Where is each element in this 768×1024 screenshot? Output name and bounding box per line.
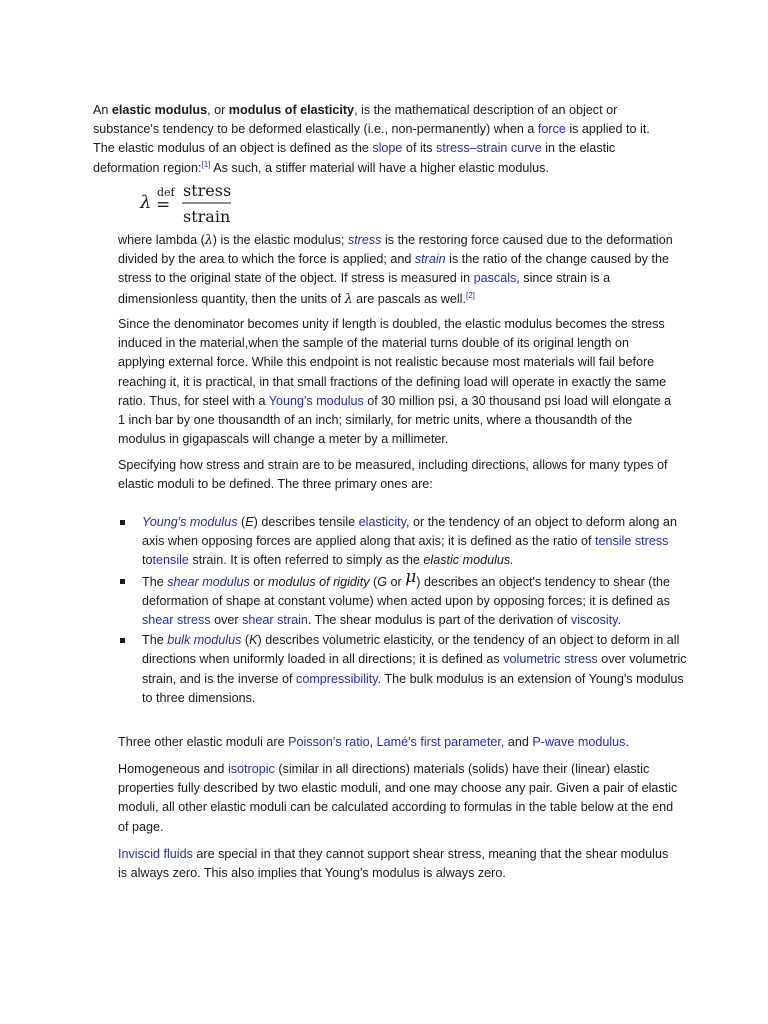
text-span: As such, a stiffer material will have a higher elastic modulus. (210, 160, 549, 175)
term-modulus-of-elasticity: modulus of elasticity (228, 103, 355, 117)
list-item-bulk-modulus (118, 631, 688, 708)
symbol-e: E (245, 515, 254, 529)
term-elastic-modulus: elastic modulus (111, 103, 208, 117)
link-shear-modulus[interactable]: shear modulus (167, 574, 250, 589)
link-pascals[interactable]: pascals (473, 271, 517, 286)
text-span: Since the denominator becomes unity if length is doubled, the elastic modulus becomes the stress induced in the material,when the sample of the material turns double of its original length on applying external force. While this endpoint is not realistic because most materials will fail before reaching it, it is practical, in that small fractions of the defining load will operate in exactly the same ratio. Thus, for steel with a (118, 317, 667, 408)
formula-lambda: λ (140, 192, 152, 213)
reference-1-link[interactable]: [1] (201, 159, 211, 169)
text-span: Three other elastic moduli are (118, 735, 289, 749)
link-isotropic[interactable]: isotropic (227, 762, 275, 776)
text-span: The (142, 633, 168, 648)
text-span: or (249, 574, 269, 589)
formula-numerator: stress (183, 181, 232, 200)
intro-paragraph (93, 101, 653, 178)
text-span: ) describes an object's tendency to shear (the deformation of shape at constant volume) when acted upon by opposing forces; it is defined as (142, 574, 671, 608)
link-bulk-modulus[interactable]: bulk modulus (167, 633, 242, 648)
text-span: ( (369, 574, 378, 589)
link-strain[interactable]: strain (414, 252, 446, 267)
text-span: are special in that they cannot support shear stress, meaning that the shear modulus is always zero. This also implies that Young's modulus is always zero. (118, 847, 669, 881)
text-span: to (142, 553, 153, 568)
specifying-paragraph (118, 456, 678, 494)
formula-svg (138, 178, 338, 230)
three-other-moduli-paragraph (118, 733, 678, 752)
formula-equals: = (156, 195, 171, 215)
bullet-icon (120, 520, 125, 525)
text-span: strain. It is often referred to simply as the (188, 553, 424, 568)
text-span: An (93, 103, 112, 117)
link-slope[interactable]: slope (372, 141, 403, 156)
text-span: , or the tendency of an object to deform along an axis when opposing forces are applied along that axis; it is defined as the ratio of (142, 515, 677, 549)
text-span: . The bulk modulus is an extension of Young's modulus to three dimensions. (142, 671, 684, 705)
symbol-k: K (249, 633, 258, 648)
link-force[interactable]: force (537, 122, 566, 137)
list-item-youngs-modulus (118, 513, 688, 571)
link-tensile-stress[interactable]: tensile stress (594, 534, 669, 549)
text-span: in the elastic deformation region: (93, 141, 616, 175)
text-span: are pascals as well. (352, 291, 466, 306)
modulus-formula (138, 178, 338, 230)
text-span: . (625, 735, 629, 749)
link-shear-strain[interactable]: shear strain (242, 613, 308, 628)
text-span: , since strain is a dimensionless quantity, then the units of (118, 271, 611, 306)
text-span: is the restoring force caused due to the deformation divided by the area to which the force is applied; and (118, 233, 673, 267)
lambda-symbol: λ (344, 290, 353, 306)
text-span: , is the mathematical description of an object or substance's tendency to be deformed elastically (i.e., non-permanently) when a (93, 103, 618, 137)
text-span: The (142, 574, 168, 589)
text-span: over (210, 613, 243, 628)
text-span: is the ratio of the change caused by the stress to the original state of the object. If stress is measured in (118, 252, 669, 286)
list-item-shear-modulus (118, 566, 688, 631)
primary-moduli-list (118, 513, 688, 708)
link-lames-first-parameter[interactable]: Lamé's first parameter (376, 735, 501, 749)
reference-2-link[interactable]: [2] (465, 290, 475, 300)
link-poissons-ratio[interactable]: Poisson's ratio (288, 735, 370, 749)
bullet-icon (120, 579, 125, 584)
text-span: ) describes volumetric elasticity, or the tendency of an object to deform in all directions when uniformly loaded in all directions; it is defined as (142, 633, 680, 667)
text-span: Homogeneous and (118, 762, 228, 776)
link-youngs-modulus[interactable]: Young's modulus (268, 393, 364, 408)
text-span: (similar in all directions) materials (solids) have their (linear) elastic properties fully described by two elastic moduli, and one may choose any pair. Given a pair of elastic moduli, all other elastic moduli can be calculated according to formulas in the table below at the end of page. (118, 762, 678, 834)
link-viscosity[interactable]: viscosity (570, 613, 618, 628)
link-youngs-modulus-item[interactable]: Young's modulus (142, 515, 238, 529)
lambda-symbol: λ (204, 232, 213, 247)
text-span: ) describes tensile (253, 515, 359, 529)
text-span: . The shear modulus is part of the derivation of (307, 613, 571, 628)
italic-modulus-of-rigidity: modulus of rigidity (268, 574, 370, 589)
formula-def: def (157, 186, 175, 199)
link-inviscid-fluids[interactable]: Inviscid fluids (118, 847, 193, 861)
inviscid-paragraph (118, 845, 678, 883)
link-elasticity[interactable]: elasticity (358, 515, 406, 529)
bullet-icon (120, 638, 125, 643)
symbol-g: G (377, 574, 388, 589)
link-tensile[interactable]: tensile (152, 553, 189, 568)
text-span: ( (237, 515, 246, 529)
text-span: ) is the elastic modulus; (212, 233, 348, 247)
link-stress-strain-curve[interactable]: stress–strain curve (436, 141, 542, 156)
text-span: of its (402, 141, 437, 156)
text-span: or (387, 574, 406, 589)
text-span: ( (241, 633, 250, 648)
text-span: is applied to it. The elastic modulus of an object is defined as the (93, 122, 650, 156)
text-span: , or (207, 103, 229, 117)
text-span: where lambda ( (118, 233, 205, 247)
text-span: over volumetric strain, and is the inverse of (142, 652, 687, 686)
link-stress[interactable]: stress (347, 233, 382, 247)
link-p-wave-modulus[interactable]: P-wave modulus (532, 735, 626, 749)
formula-denominator: strain (183, 207, 231, 226)
symbol-mu: μ (405, 566, 417, 587)
text-span: Specifying how stress and strain are to be measured, including directions, allows for many types of elastic moduli to be defined. The three primary ones are: (118, 458, 668, 492)
link-volumetric-stress[interactable]: volumetric stress (503, 652, 598, 667)
italic-elastic-modulus: elastic modulus. (423, 553, 514, 568)
link-shear-stress[interactable]: shear stress (142, 613, 211, 628)
link-compressibility[interactable]: compressibility (296, 671, 378, 686)
text-span: . (617, 613, 622, 628)
text-span: , (369, 735, 377, 749)
homogeneous-paragraph (118, 760, 678, 837)
text-span: , and (500, 735, 533, 749)
text-span: of 30 million psi, a 30 thousand psi load will elongate a 1 inch bar by one thousandth of an inch; similarly, for metric units, where a thousandth of the modulus in gigapascals will change a meter by a millimeter. (118, 393, 672, 447)
since-paragraph (118, 315, 678, 449)
definition-paragraph (118, 230, 678, 309)
